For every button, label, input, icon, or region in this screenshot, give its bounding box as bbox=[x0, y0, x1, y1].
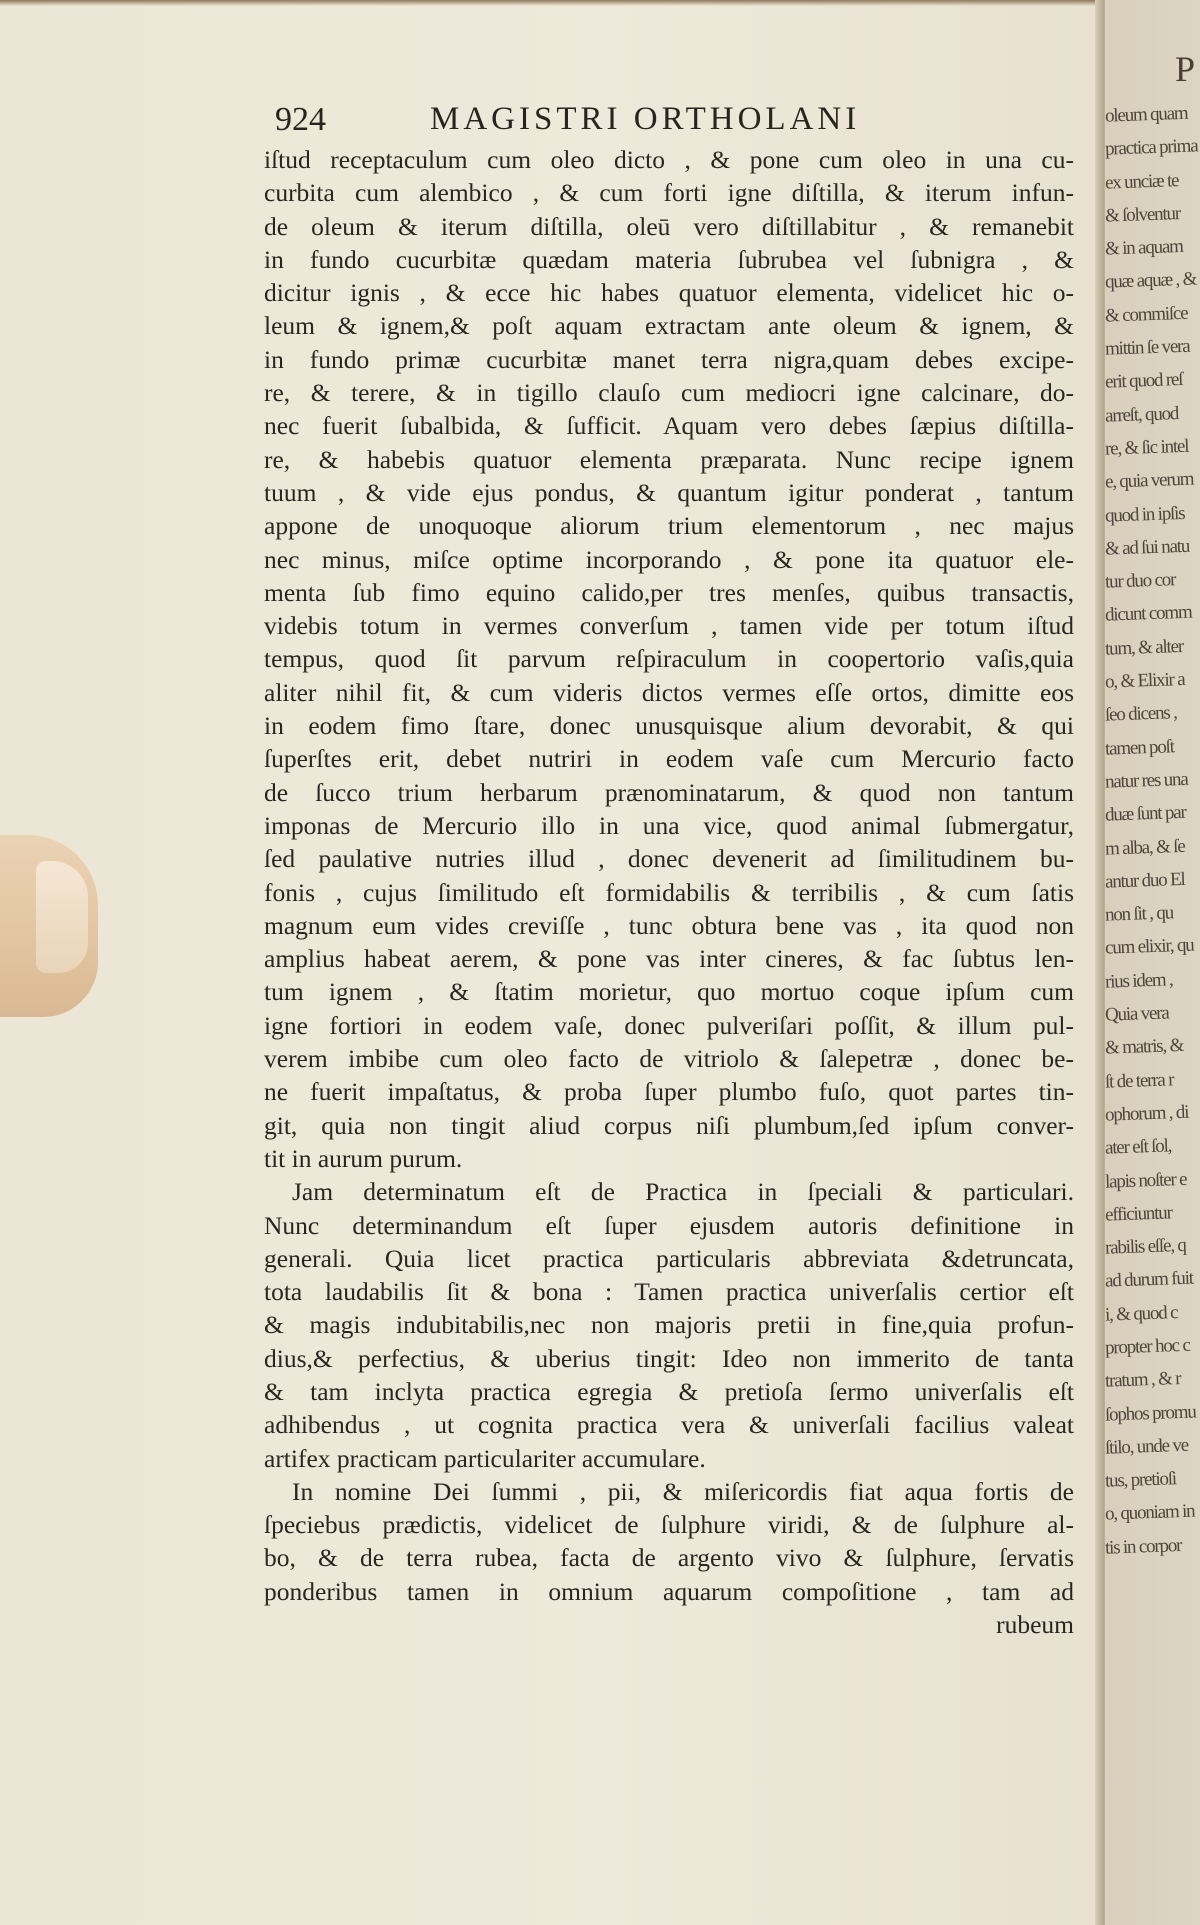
facing-line: tus, pretioſi bbox=[1105, 1468, 1177, 1492]
text-line: de ſucco trium herbarum prænominatarum, & quod non tantum bbox=[264, 777, 1074, 807]
text-line: in fundo primæ cucurbitæ manet terra nigra,quam debes excipe- bbox=[264, 344, 1074, 374]
facing-line: tratum , & r bbox=[1105, 1368, 1181, 1392]
text-line: & tam inclyta practica egregia & pretioſa ſermo univerſalis eſt bbox=[264, 1376, 1074, 1406]
facing-line: i, & quod c bbox=[1105, 1301, 1178, 1326]
facing-line: arreſt, quod bbox=[1105, 402, 1179, 427]
text-line: verem imbibe cum oleo facto de vitriolo & ſalepetræ , donec be- bbox=[264, 1044, 1074, 1074]
text-line: bo, & de terra rubea, facta de argento vivo & ſulphure, ſervatis bbox=[264, 1543, 1074, 1573]
text-line: tempus, quod ſit parvum reſpiraculum in coopertorio vaſis,quia bbox=[264, 644, 1074, 674]
facing-line: ex unciæ te bbox=[1105, 169, 1179, 194]
facing-line: ſophos promu bbox=[1105, 1401, 1196, 1426]
facing-line: propter hoc c bbox=[1105, 1334, 1190, 1359]
text-line: de oleum & iterum diſtilla, oleū vero diſtillabitur , & remanebit bbox=[264, 211, 1074, 241]
text-line: videbis totum in vermes converſum , tamen vide per totum iſtud bbox=[264, 611, 1074, 641]
facing-page-edge bbox=[1105, 0, 1200, 1925]
facing-line: cum elixir, qu bbox=[1105, 934, 1194, 960]
facing-line: rabilis eſſe, q bbox=[1105, 1234, 1187, 1259]
facing-line: ad durum fuit bbox=[1105, 1267, 1194, 1293]
facing-line: rius idem , bbox=[1105, 969, 1173, 993]
text-line: in fundo cucurbitæ quædam materia ſubrubea vel ſubnigra , & bbox=[264, 244, 1074, 274]
text-line: leum & ignem,& poſt aquam extractam ante oleum & ignem, & bbox=[264, 311, 1074, 341]
page-number: 924 bbox=[275, 101, 326, 138]
text-line: tuum , & vide ejus pondus, & quantum igitur ponderat , tantum bbox=[264, 477, 1074, 507]
facing-line: tum, & alter bbox=[1105, 635, 1184, 660]
text-line: & magis indubitabilis,nec non majoris pretii in fine,quia profun- bbox=[264, 1310, 1074, 1340]
facing-line: quod in ipſis bbox=[1105, 502, 1185, 527]
text-line: ne fuerit impaſtatus, & proba ſuper plumbo fuſo, quot partes tin- bbox=[264, 1077, 1074, 1107]
text-line: ſed paulative nutries illud , donec devenerit ad ſimilitudinem bu- bbox=[264, 844, 1074, 874]
text-line: magnum eum vides creviſſe , tunc obtura bene vas , ita quod non bbox=[264, 910, 1074, 940]
text-line: tota laudabilis ſit & bona : Tamen practica univerſalis certior eſt bbox=[264, 1277, 1074, 1307]
text-line: appone de unoquoque aliorum trium elementorum , nec majus bbox=[264, 511, 1074, 541]
facing-line: & ſolventur bbox=[1105, 202, 1181, 227]
facing-line: dicunt comm bbox=[1105, 602, 1192, 627]
facing-line: oleum quam bbox=[1105, 102, 1188, 127]
text-line: Nunc determinandum eſt ſuper ejusdem autoris definitione in bbox=[264, 1210, 1074, 1240]
text-line: adhibendus , ut cognita practica vera & univerſali facilius valeat bbox=[264, 1410, 1074, 1440]
text-line: dius,& perfectius, & uberius tingit: Ideo non immerito de tanta bbox=[264, 1343, 1074, 1373]
facing-line: efficiuntur bbox=[1105, 1202, 1173, 1226]
facing-line: Quia vera bbox=[1105, 1002, 1169, 1026]
facing-line: ophorum , di bbox=[1105, 1101, 1189, 1126]
text-line: ponderibus tamen in omnium aquarum compoſitione , tam ad bbox=[264, 1576, 1074, 1606]
facing-line: quæ aquæ , & bbox=[1105, 268, 1197, 294]
facing-line: & in aquam bbox=[1105, 236, 1184, 260]
facing-line: ſtilo, unde ve bbox=[1105, 1434, 1189, 1459]
facing-line: ſt de terra r bbox=[1105, 1068, 1174, 1093]
facing-line: tur duo cor bbox=[1105, 569, 1176, 593]
text-line: in eodem fimo ſtare, donec unusquisque alium devorabit, & qui bbox=[264, 711, 1074, 741]
facing-page-letter: P bbox=[1175, 49, 1196, 89]
facing-line: erit quod reſ bbox=[1105, 369, 1183, 394]
facing-line: m alba, & ſe bbox=[1105, 835, 1185, 860]
text-line: fonis , cujus ſimilitudo eſt formidabilis & terribilis , & cum ſatis bbox=[264, 877, 1074, 907]
facing-line: ater eſt ſol, bbox=[1105, 1135, 1172, 1159]
text-line: menta ſub fimo equino calido,per tres menſes, quibus transactis, bbox=[264, 577, 1074, 607]
text-line: tum ignem , & ſtatim morietur, quo mortuo coque ipſum cum bbox=[264, 977, 1074, 1007]
text-line: curbita cum alembico , & cum forti igne diſtilla, & iterum infun- bbox=[264, 178, 1074, 208]
facing-line: antur duo El bbox=[1105, 868, 1185, 893]
facing-line: ſeo dicens , bbox=[1105, 702, 1177, 726]
text-line: dicitur ignis , & ecce hic habes quatuor elementa, videlicet hic o- bbox=[264, 278, 1074, 308]
text-line: imponas de Mercurio illo in una vice, quod animal ſubmergatur, bbox=[264, 810, 1074, 840]
facing-line: practica prima bbox=[1105, 135, 1198, 160]
text-line: nec fuerit ſubalbida, & ſufficit. Aquam vero debes ſæpius diſtilla- bbox=[264, 411, 1074, 441]
facing-line: tamen poſt bbox=[1105, 735, 1175, 760]
text-line: nec minus, miſce optime incorporando , & pone ita quatuor ele- bbox=[264, 544, 1074, 574]
text-line: git, quia non tingit aliud corpus niſi plumbum,ſed ipſum conver- bbox=[264, 1110, 1074, 1140]
page-top-edge bbox=[0, 0, 1105, 6]
paragraph-end-line: tit in aurum purum. bbox=[264, 1143, 463, 1173]
facing-line: e, quia verum bbox=[1105, 468, 1194, 493]
running-title: MAGISTRI ORTHOLANI bbox=[430, 101, 861, 137]
facing-line: & commiſce bbox=[1105, 302, 1188, 327]
paragraph-end-line: artifex practicam particulariter accumulare. bbox=[264, 1443, 706, 1473]
facing-line: & ad ſui natu bbox=[1105, 535, 1190, 560]
facing-line: & matris, & bbox=[1105, 1035, 1184, 1059]
facing-line: mittin ſe vera bbox=[1105, 335, 1190, 360]
text-line: ſuperſtes erit, debet nutriri in eodem vaſe cum Mercurio facto bbox=[264, 744, 1074, 774]
facing-line: tis in corpor bbox=[1105, 1534, 1182, 1559]
thumb-holding-page bbox=[0, 835, 98, 1017]
page-header bbox=[275, 101, 935, 145]
thumbnail bbox=[36, 861, 88, 973]
paragraph-start-line: Jam determinatum eſt de Practica in ſpeciali & particulari. bbox=[292, 1177, 1074, 1207]
facing-line: non ſit , qu bbox=[1105, 902, 1174, 926]
paragraph-start-line: In nomine Dei ſummi , pii, & miſericordis fiat aqua fortis de bbox=[292, 1476, 1074, 1506]
facing-line: natur res una bbox=[1105, 768, 1188, 793]
facing-page-text bbox=[1105, 98, 1200, 1563]
text-line: igne fortiori in eodem vaſe, donec pulveriſari poſſit, & illum pul- bbox=[264, 1010, 1074, 1040]
body-text bbox=[264, 143, 1074, 1641]
text-line: re, & terere, & in tigillo clauſo cum mediocri igne calcinare, do- bbox=[264, 378, 1074, 408]
facing-line: o, & Elixir a bbox=[1105, 668, 1185, 693]
text-line: re, & habebis quatuor elementa præparata. Nunc recipe ignem bbox=[264, 444, 1074, 474]
catchword: rubeum bbox=[996, 1610, 1074, 1640]
text-line: ſpeciebus prædictis, videlicet de ſulphure viridi, & de ſulphure al- bbox=[264, 1510, 1074, 1540]
facing-line: lapis noſter e bbox=[1105, 1168, 1187, 1193]
facing-line: o, quoniam in bbox=[1105, 1501, 1195, 1526]
text-line: iſtud receptaculum cum oleo dicto , & pone cum oleo in una cu- bbox=[264, 145, 1074, 174]
text-line: aliter nihil fit, & cum videris dictos vermes eſſe ortos, dimitte eos bbox=[264, 677, 1074, 707]
facing-line: re, & ſic intel bbox=[1105, 435, 1189, 460]
facing-line: duæ ſunt par bbox=[1105, 802, 1186, 826]
text-line: generali. Quia licet practica particularis abbreviata &detruncata, bbox=[264, 1243, 1074, 1273]
text-line: amplius habeat aerem, & pone vas inter cineres, & fac ſubtus len- bbox=[264, 944, 1074, 974]
